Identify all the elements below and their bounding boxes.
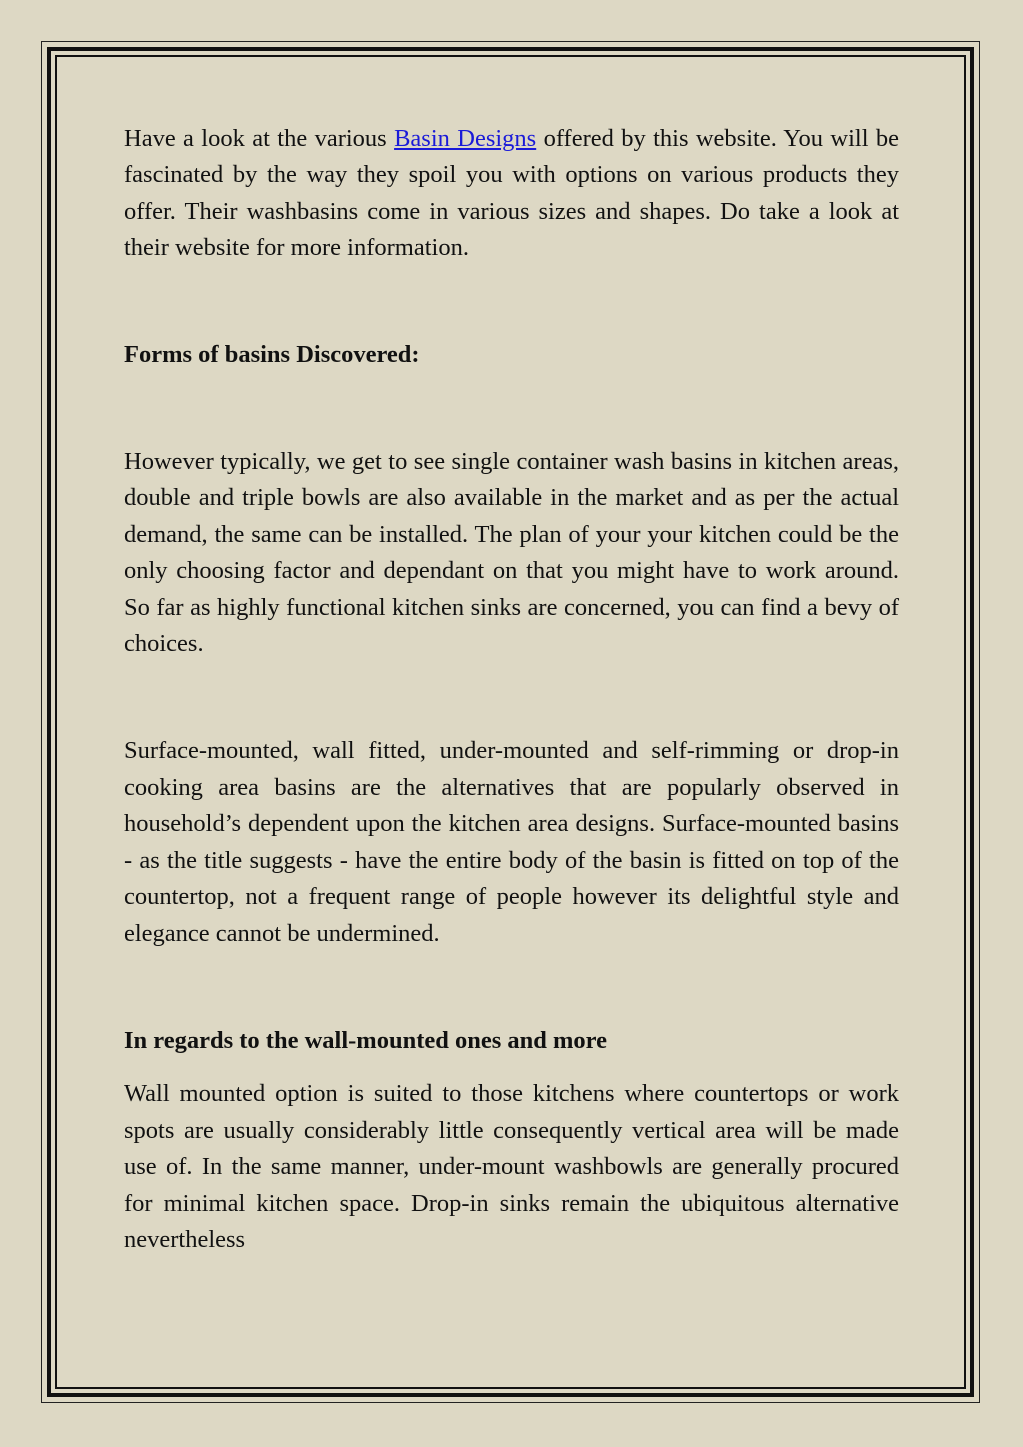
heading-wall-mounted: In regards to the wall-mounted ones and more [124, 1026, 607, 1054]
intro-paragraph [124, 121, 899, 267]
intro-text-end: offered by this website. You will be fascinated by the way they spoil you with options on various products they offer. Their washbasins come in various sizes and shapes. Do take a look at their website for more information. [124, 125, 900, 262]
paragraph-surface-mounted: Surface-mounted, wall fitted, under-mounted and self-rimming or drop-in cooking area basins are the alternatives that are popularly observed in household’s dependent upon the kitchen area designs. Surface-mounted basins - as the title suggests - have the entire body of the basin is fitted on top of the countertop, not a frequent range of people however its delightful style and elegance cannot be undermined. [124, 737, 899, 947]
paragraph-bowl-types: However typically, we get to see single container wash basins in kitchen areas, double and triple bowls are also available in the market and as per the actual demand, the same can be installed. The plan of your your kitchen could be the only choosing factor and dependant on that you might have to work around. So far as highly functional kitchen sinks are concerned, you can find a bevy of choices. [124, 448, 899, 658]
heading-forms-of-basins: Forms of basins Discovered: [124, 340, 420, 368]
paragraph-wall-mounted: Wall mounted option is suited to those kitchens where countertops or work spots are usually considerably little consequently vertical area will be made use of. In the same manner, under-mount washbowls are generally procured for minimal kitchen space. Drop-in sinks remain the ubiquitous alternative nevertheless [124, 1080, 899, 1253]
document-body [124, 121, 899, 1258]
intro-text-start: Have a look at the various [124, 125, 395, 152]
basin-designs-link[interactable]: Basin Designs [394, 125, 537, 152]
